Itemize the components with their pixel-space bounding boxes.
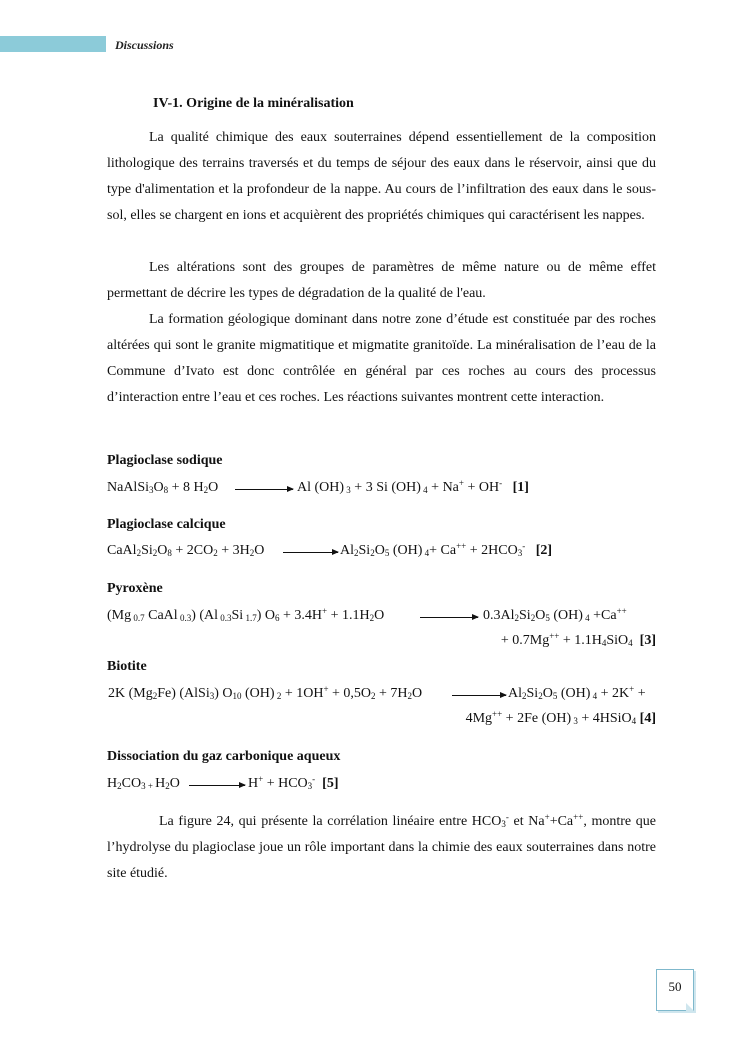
reaction-5-products: $H^+ + HCO_3^-$ [5] <box>248 774 339 791</box>
reaction-3-title: Pyroxène <box>107 581 163 596</box>
page-number: 50 <box>668 979 682 994</box>
reaction-5-reactants: $H_2CO_3$ $_+$ $H_2O$ <box>107 776 180 791</box>
paragraph-1-text: La qualité chimique des eaux souterraines dépend essentiellement de la composition lithologique des terrains traversés et du temps de séjour des eaux dans le réservoir, ainsi que du type d'alimentation et la profondeur de la nappe. Au cours de l’infiltration des eaux dans le sous-sol, elles se chargent en ions et acquièrent des propriétés chimiques qui caractérisent les nappes. <box>107 130 656 223</box>
paragraph-1 <box>107 125 656 229</box>
reaction-4-reactants: 2K $(Mg_2Fe)$ (AlSi$_3$) $O_{10}$ (OH) $_2 + 1OH^+ + 0,5O_2 + 7H_2O$ <box>108 684 423 701</box>
paragraph-3 <box>107 307 656 411</box>
paragraph-4-text-d: , montre que l’hydrolyse du plagioclase joue un rôle important dans la chimie des eaux souterraines dans notre site étudié. <box>107 814 656 881</box>
reaction-4-title: Biotite <box>107 659 147 674</box>
page-fold-corner <box>686 1003 694 1011</box>
paragraph-4: La figure 24, qui présente la corrélation linéaire entre $HCO_3^-$ et Na++Ca++, montre que l’hydrolyse du plagioclase joue un rôle important dans la chimie des eaux souterraines dans notre site étudié. <box>107 812 656 881</box>
reaction-3-ref: [3] <box>639 633 656 648</box>
section-title: IV-1. Origine de la minéralisation <box>153 96 354 111</box>
reaction-arrow <box>420 617 478 618</box>
reaction-3-products-line1: $0.3Al_2Si_2O_5$ (OH) $_4$ +Ca++ <box>483 606 627 623</box>
reaction-2-reactants: $CaAl_2Si_2O_8 + 2CO_2 + 3H_2O$ <box>107 543 265 558</box>
paragraph-4-text-a: La figure 24, qui présente la corrélation linéaire entre HCO <box>159 814 502 829</box>
reaction-arrow <box>283 552 338 553</box>
reaction-5-ref: [5] <box>322 776 339 791</box>
reaction-4-products-line1: $Al_2Si_2O_5$ (OH) $_4$ + 2K+ + <box>508 684 646 701</box>
header-accent-bar <box>0 36 106 52</box>
reaction-1-title: Plagioclase sodique <box>107 453 223 468</box>
reaction-arrow <box>189 785 245 786</box>
reaction-4-products-line2: 4Mg++ + 2Fe (OH) $_3$ + 4HSiO$_4$ [4] <box>465 709 656 726</box>
paragraph-3-text: La formation géologique dominant dans notre zone d’étude est constituée par des roches altérées qui sont le granite migmatitique et migmatite granitoïde. La minéralisation de l’eau de la Commune d’Ivato est donc contrôlée en général par ces roches au cours des processus d’interaction entre l’eau et ces roches. Les réactions suivantes montrent cette interaction. <box>107 312 656 405</box>
reaction-3-reactants: (Mg $_{0.7}$ CaAl $_{0.3}$) (Al $_{0.3}$Si $_{1.7}$) $O_6 + 3.4H^+ + 1.1H_2O$ <box>107 606 385 623</box>
reaction-arrow <box>452 695 506 696</box>
reaction-4-ref: [4] <box>639 711 656 726</box>
reaction-2-ref: [2] <box>535 543 553 558</box>
reaction-2-title: Plagioclase calcique <box>107 517 226 532</box>
paragraph-4-text-c: +Ca <box>549 814 574 829</box>
paragraph-2 <box>107 255 656 307</box>
page-number-box <box>656 969 694 1011</box>
reaction-1-ref: [1] <box>512 480 529 495</box>
running-header: Discussions <box>115 38 174 52</box>
reaction-arrow <box>235 489 293 490</box>
reaction-3-products-line2: + $0.7Mg^{++} + 1.1H_4SiO_4$ [3] <box>500 631 656 648</box>
reaction-1-products: Al (OH) $_3$ + 3 Si (OH) $_4$ + Na+ + OH- [1] <box>297 478 529 495</box>
reaction-1-reactants: $NaAlSi_3O_8 + 8$ $H_2O$ <box>107 480 219 495</box>
paragraph-2-text: Les altérations sont des groupes de paramètres de même nature ou de même effet permettant de décrire les types de dégradation de la qualité de l'eau. <box>107 260 656 301</box>
reaction-2-products: $Al_2Si_2O_5$ (OH) $_4+ Ca^{++} + 2HCO_3^-$ [2] <box>340 541 553 558</box>
paragraph-4-text-b: et Na <box>508 814 545 829</box>
reaction-5-title: Dissociation du gaz carbonique aqueux <box>107 749 341 764</box>
